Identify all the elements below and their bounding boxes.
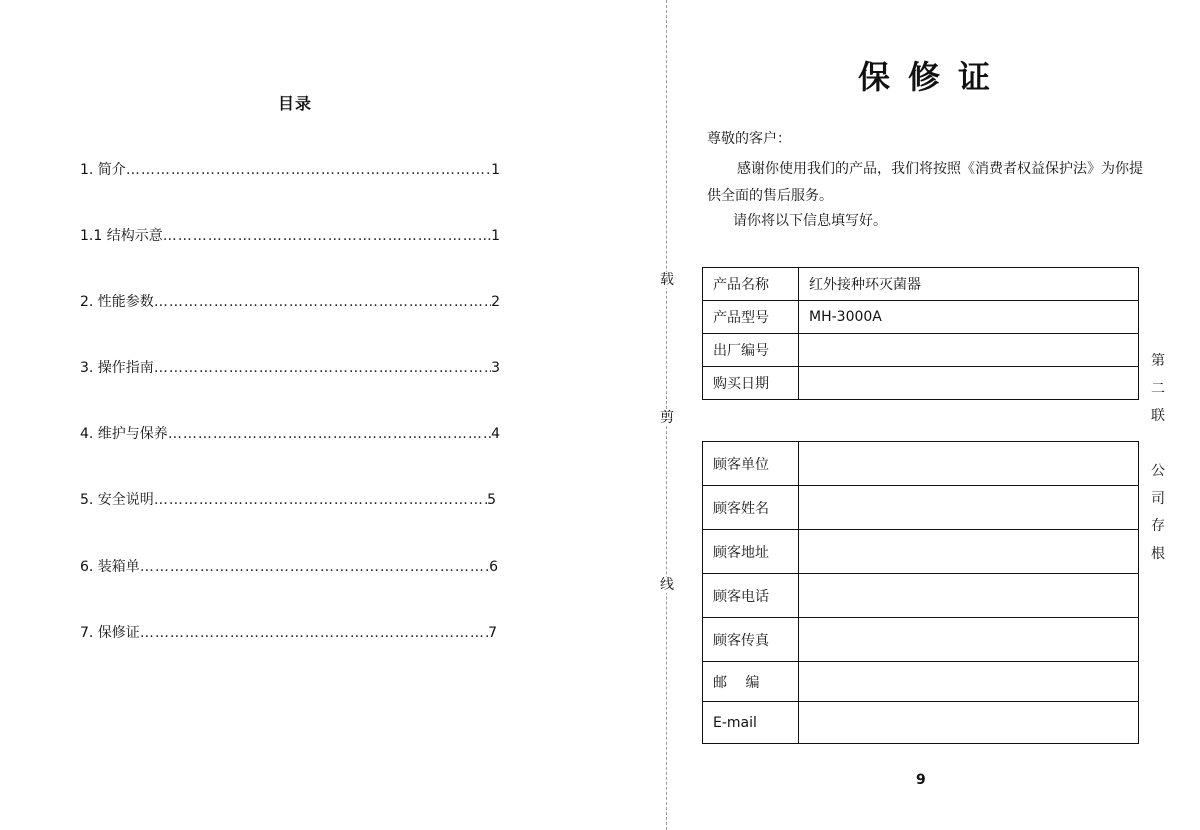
toc-item-page: 6 <box>489 559 498 575</box>
field-label: 顾客传真 <box>703 618 799 662</box>
toc-leader-dots <box>154 492 487 508</box>
table-row <box>703 574 1139 618</box>
toc-item-label: 6. 装箱单 <box>80 559 140 575</box>
field-value[interactable] <box>799 618 1139 662</box>
field-value[interactable] <box>799 486 1139 530</box>
toc-leader-dots <box>154 294 491 310</box>
field-label: 顾客电话 <box>703 574 799 618</box>
copy-note-char <box>1150 431 1166 459</box>
field-label: 邮 编 <box>703 662 799 702</box>
table-row <box>703 702 1139 744</box>
toc-leader-dots <box>140 625 488 641</box>
toc-item-label: 2. 性能参数 <box>80 294 154 310</box>
toc-item-page: 7 <box>488 625 497 641</box>
table-row <box>703 334 1139 367</box>
toc-title: 目录 <box>278 94 313 113</box>
copy-note-char: 联 <box>1151 408 1165 424</box>
field-label: 产品型号 <box>703 301 799 334</box>
table-row <box>703 442 1139 486</box>
field-value[interactable] <box>799 574 1139 618</box>
toc-leader-dots <box>140 559 489 575</box>
toc-item[interactable] <box>80 225 500 245</box>
toc-leader-dots <box>154 360 491 376</box>
toc-leader-dots <box>126 162 491 178</box>
toc-item-label: 4. 维护与保养 <box>80 426 168 442</box>
toc-item-label: 1.1 结构示意 <box>80 228 163 244</box>
intro-paragraph: 感谢你使用我们的产品，我们将按照《消费者权益保护法》为你提供全面的售后服务。 <box>707 161 1143 204</box>
field-label: 购买日期 <box>703 367 799 400</box>
field-label: E-mail <box>703 702 799 744</box>
cut-line-label: 剪 <box>660 410 674 426</box>
cut-line-label: 载 <box>660 272 674 288</box>
toc-item-label: 1. 简介 <box>80 162 126 178</box>
copy-note-char: 公 <box>1151 463 1165 479</box>
toc-item-page: 2 <box>491 294 500 310</box>
copy-note-char: 第 <box>1151 353 1165 369</box>
copy-note-char: 二 <box>1151 380 1165 397</box>
product-info-table <box>702 267 1139 400</box>
toc-item-label: 3. 操作指南 <box>80 360 154 376</box>
toc-item[interactable] <box>80 357 500 377</box>
field-label: 出厂编号 <box>703 334 799 367</box>
toc-item-page: 3 <box>491 360 500 376</box>
toc-leader-dots <box>163 228 491 244</box>
page-number: 9 <box>916 772 926 788</box>
instruction-paragraph: 请你将以下信息填写好。 <box>733 213 887 229</box>
toc-item-page: 4 <box>491 426 500 442</box>
field-value[interactable] <box>799 662 1139 702</box>
cut-line-label: 线 <box>660 577 674 593</box>
toc-item-page: 1 <box>491 162 500 178</box>
toc-leader-dots <box>168 426 491 442</box>
toc-item[interactable] <box>80 556 498 576</box>
field-value[interactable]: 红外接种环灭菌器 <box>799 268 1139 301</box>
field-label: 产品名称 <box>703 268 799 301</box>
table-row <box>703 301 1139 334</box>
toc-item[interactable] <box>80 622 497 642</box>
table-row <box>703 486 1139 530</box>
toc-item[interactable] <box>80 489 496 509</box>
toc-item-page: 1 <box>491 228 500 244</box>
copy-note-char: 存 <box>1151 518 1165 534</box>
table-row <box>703 530 1139 574</box>
copy-note-char: 司 <box>1151 490 1165 507</box>
field-value[interactable] <box>799 702 1139 744</box>
field-label: 顾客单位 <box>703 442 799 486</box>
table-row <box>703 268 1139 301</box>
toc-item[interactable] <box>80 291 500 311</box>
toc-item-label: 5. 安全说明 <box>80 492 154 508</box>
copy-note <box>1150 348 1166 568</box>
field-value[interactable] <box>799 367 1139 400</box>
customer-info-table <box>702 441 1139 744</box>
field-label: 顾客姓名 <box>703 486 799 530</box>
field-value[interactable] <box>799 530 1139 574</box>
greeting-text: 尊敬的客户： <box>707 131 791 147</box>
table-row <box>703 662 1139 702</box>
copy-note-char: 根 <box>1151 545 1165 562</box>
toc-item[interactable] <box>80 159 500 179</box>
field-label: 顾客地址 <box>703 530 799 574</box>
toc-item-page: 5 <box>487 492 496 508</box>
field-value[interactable]: MH-3000A <box>799 301 1139 334</box>
table-row <box>703 367 1139 400</box>
field-value[interactable] <box>799 442 1139 486</box>
toc-item[interactable] <box>80 423 500 443</box>
table-row <box>703 618 1139 662</box>
field-value[interactable] <box>799 334 1139 367</box>
warranty-title: 保修证 <box>858 58 1009 96</box>
toc-item-label: 7. 保修证 <box>80 625 140 641</box>
